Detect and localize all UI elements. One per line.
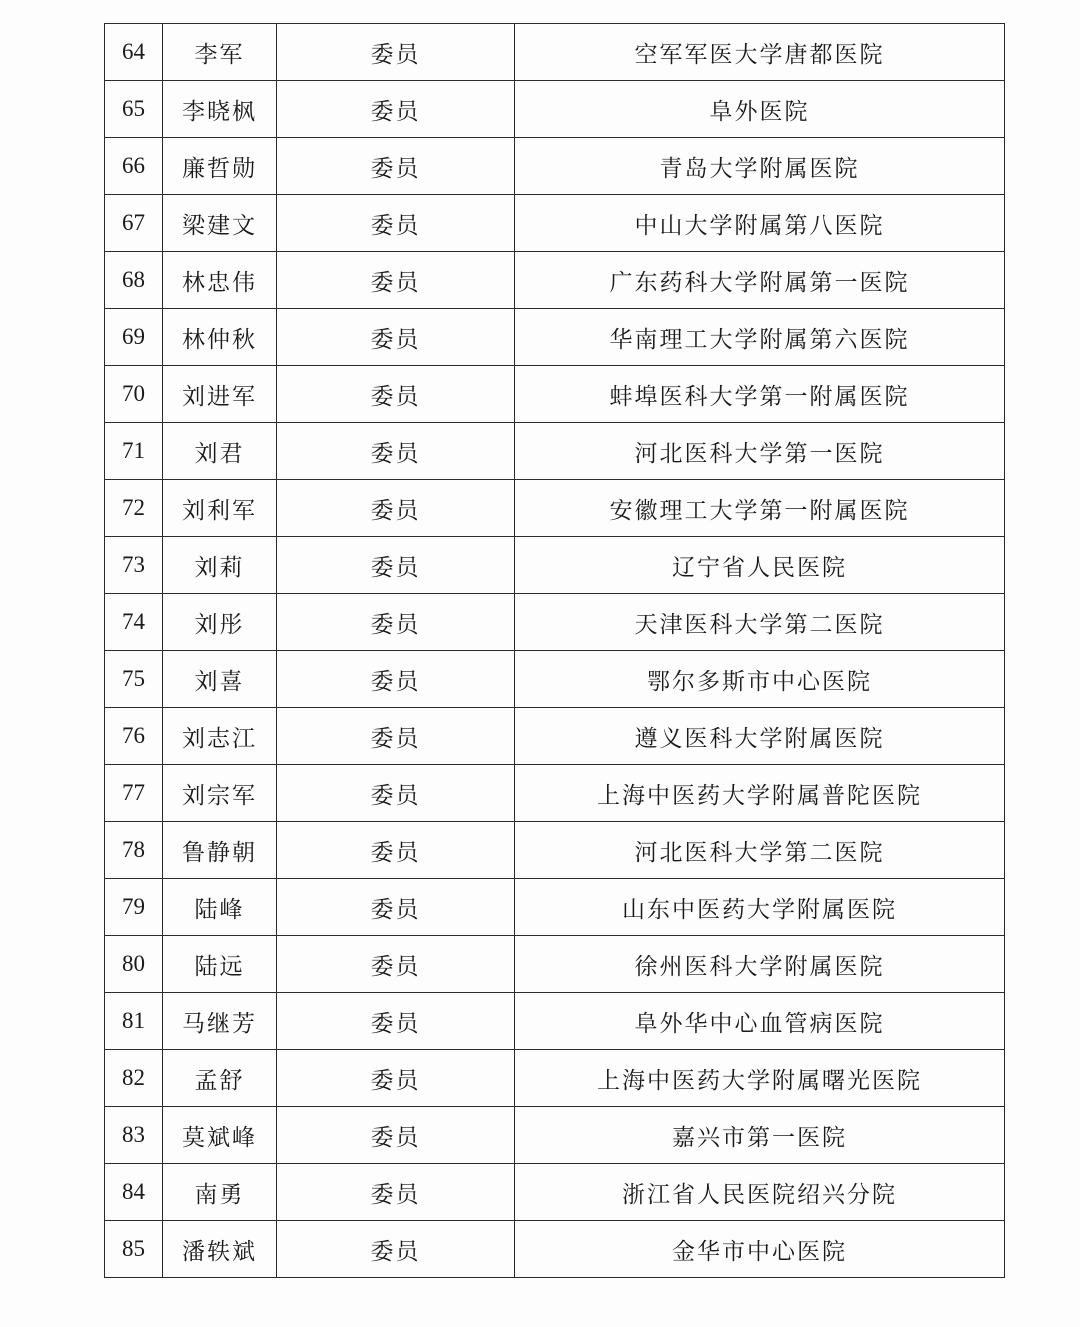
member-hospital-cell: 阜外华中心血管病医院 [515,993,1005,1050]
row-number-cell: 76 [105,708,163,765]
member-role-cell: 委员 [277,195,515,252]
member-role-cell: 委员 [277,138,515,195]
row-number-cell: 70 [105,366,163,423]
member-hospital-cell: 河北医科大学第二医院 [515,822,1005,879]
row-number-cell: 68 [105,252,163,309]
member-hospital-cell: 遵义医科大学附属医院 [515,708,1005,765]
row-number-cell: 77 [105,765,163,822]
table-row [105,366,1005,423]
table-row [105,1164,1005,1221]
member-name-cell: 刘宗军 [163,765,277,822]
member-role-cell: 委员 [277,594,515,651]
row-number-cell: 74 [105,594,163,651]
row-number-cell: 75 [105,651,163,708]
member-role-cell: 委员 [277,366,515,423]
member-role-cell: 委员 [277,252,515,309]
member-name-cell: 鲁静朝 [163,822,277,879]
row-number-cell: 85 [105,1221,163,1278]
committee-member-table [104,23,1005,1278]
member-role-cell: 委员 [277,993,515,1050]
table-body [105,24,1005,1278]
row-number-cell: 78 [105,822,163,879]
table-row [105,309,1005,366]
member-name-cell: 林仲秋 [163,309,277,366]
member-role-cell: 委员 [277,651,515,708]
member-hospital-cell: 浙江省人民医院绍兴分院 [515,1164,1005,1221]
member-hospital-cell: 安徽理工大学第一附属医院 [515,480,1005,537]
table-row [105,138,1005,195]
member-hospital-cell: 广东药科大学附属第一医院 [515,252,1005,309]
table-row [105,1050,1005,1107]
member-name-cell: 莫斌峰 [163,1107,277,1164]
table-row [105,1221,1005,1278]
table-row [105,480,1005,537]
row-number-cell: 79 [105,879,163,936]
member-name-cell: 南勇 [163,1164,277,1221]
member-role-cell: 委员 [277,309,515,366]
row-number-cell: 80 [105,936,163,993]
member-name-cell: 刘利军 [163,480,277,537]
member-role-cell: 委员 [277,81,515,138]
member-hospital-cell: 中山大学附属第八医院 [515,195,1005,252]
member-hospital-cell: 山东中医药大学附属医院 [515,879,1005,936]
member-hospital-cell: 蚌埠医科大学第一附属医院 [515,366,1005,423]
row-number-cell: 84 [105,1164,163,1221]
row-number-cell: 72 [105,480,163,537]
member-name-cell: 陆峰 [163,879,277,936]
member-name-cell: 刘莉 [163,537,277,594]
row-number-cell: 73 [105,537,163,594]
table-row [105,594,1005,651]
member-name-cell: 刘志江 [163,708,277,765]
row-number-cell: 82 [105,1050,163,1107]
table-row [105,195,1005,252]
member-hospital-cell: 上海中医药大学附属普陀医院 [515,765,1005,822]
row-number-cell: 65 [105,81,163,138]
row-number-cell: 67 [105,195,163,252]
member-role-cell: 委员 [277,879,515,936]
member-hospital-cell: 阜外医院 [515,81,1005,138]
member-name-cell: 孟舒 [163,1050,277,1107]
table-row [105,651,1005,708]
member-role-cell: 委员 [277,1050,515,1107]
member-hospital-cell: 金华市中心医院 [515,1221,1005,1278]
table-row [105,423,1005,480]
table-row [105,765,1005,822]
member-role-cell: 委员 [277,822,515,879]
table-row [105,822,1005,879]
member-name-cell: 潘轶斌 [163,1221,277,1278]
member-hospital-cell: 嘉兴市第一医院 [515,1107,1005,1164]
member-name-cell: 廉哲勋 [163,138,277,195]
row-number-cell: 69 [105,309,163,366]
table-row [105,81,1005,138]
table-row [105,993,1005,1050]
member-name-cell: 马继芳 [163,993,277,1050]
row-number-cell: 83 [105,1107,163,1164]
member-name-cell: 刘彤 [163,594,277,651]
member-hospital-cell: 华南理工大学附属第六医院 [515,309,1005,366]
member-role-cell: 委员 [277,936,515,993]
member-hospital-cell: 辽宁省人民医院 [515,537,1005,594]
table-row [105,1107,1005,1164]
member-role-cell: 委员 [277,24,515,81]
member-role-cell: 委员 [277,1164,515,1221]
row-number-cell: 66 [105,138,163,195]
member-name-cell: 梁建文 [163,195,277,252]
member-role-cell: 委员 [277,1107,515,1164]
member-name-cell: 李晓枫 [163,81,277,138]
row-number-cell: 64 [105,24,163,81]
member-name-cell: 李军 [163,24,277,81]
member-name-cell: 陆远 [163,936,277,993]
member-name-cell: 刘喜 [163,651,277,708]
row-number-cell: 71 [105,423,163,480]
table-row [105,879,1005,936]
row-number-cell: 81 [105,993,163,1050]
table-row [105,537,1005,594]
member-hospital-cell: 天津医科大学第二医院 [515,594,1005,651]
table-row [105,708,1005,765]
member-hospital-cell: 青岛大学附属医院 [515,138,1005,195]
member-role-cell: 委员 [277,423,515,480]
member-role-cell: 委员 [277,1221,515,1278]
table-row [105,252,1005,309]
table-row [105,24,1005,81]
member-role-cell: 委员 [277,480,515,537]
member-hospital-cell: 鄂尔多斯市中心医院 [515,651,1005,708]
member-role-cell: 委员 [277,708,515,765]
member-role-cell: 委员 [277,537,515,594]
table-row [105,936,1005,993]
member-name-cell: 刘君 [163,423,277,480]
member-role-cell: 委员 [277,765,515,822]
member-hospital-cell: 徐州医科大学附属医院 [515,936,1005,993]
member-hospital-cell: 上海中医药大学附属曙光医院 [515,1050,1005,1107]
member-name-cell: 刘进军 [163,366,277,423]
member-hospital-cell: 空军军医大学唐都医院 [515,24,1005,81]
member-hospital-cell: 河北医科大学第一医院 [515,423,1005,480]
member-name-cell: 林忠伟 [163,252,277,309]
